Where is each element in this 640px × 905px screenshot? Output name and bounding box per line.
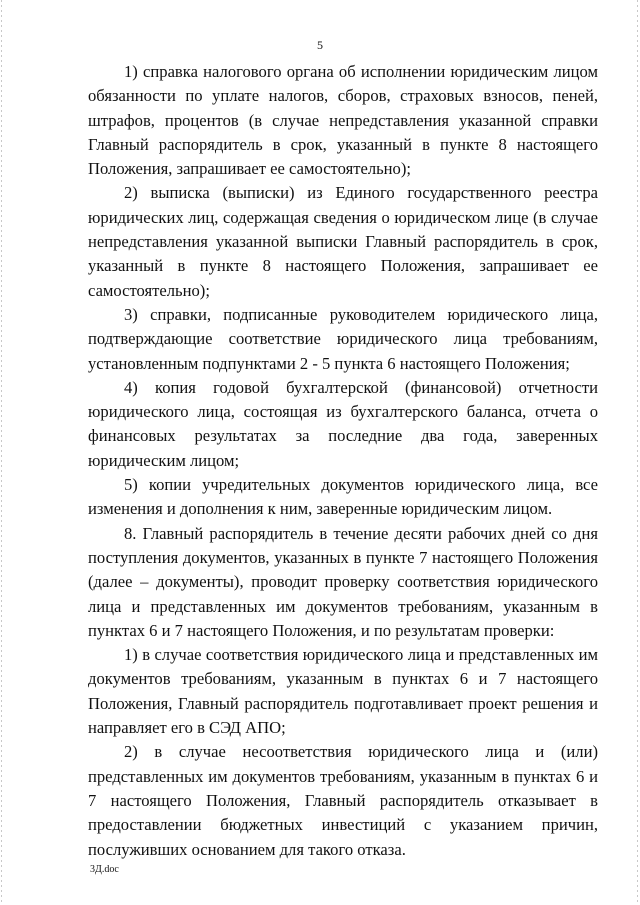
paragraph-item-3: 3) справки, подписанные руководителем юридического лица, подтверждающие соответствие юридического лица требованиям, установленным подпунктами 2 - 5 пункта 6 настоящего Положения;: [88, 304, 598, 373]
paragraph-clause-8: 8. Главный распорядитель в течение десяти рабочих дней со дня поступления документов, указанных в пункте 7 настоящего Положения (далее – документы), проводит проверку соответствия юридического лица и представленных им документов требованиям, указанным в пунктах 6 и 7 настоящего Положения, и по результатам проверки:: [88, 523, 598, 640]
page-number: 5: [317, 38, 323, 52]
paragraph-item-5: 5) копии учредительных документов юридического лица, все изменения и дополнения к ним, заверенные юридическим лицом.: [88, 475, 598, 519]
paragraph-item-2: 2) выписка (выписки) из Единого государственного реестра юридических лиц, содержащая сведения о юридическом лице (в случае непредставления указанной выписки Главный распорядитель в срок, указанный в пункте 8 настоящего Положения, запрашивает ее самостоятельно);: [88, 183, 598, 300]
scan-edge-right: [637, 0, 638, 905]
paragraph-clause-8-sub-2: 2) в случае несоответствия юридического лица и (или) представленных им документов требованиям, указанным в пунктах 6 и 7 настоящего Положения, Главный распорядитель отказывает в предоставлении бюджетных инвестиций с указанием причин, послуживших основанием для такого отказа.: [88, 742, 598, 859]
paragraph-item-1: 1) справка налогового органа об исполнении юридическим лицом обязанности по уплате налогов, сборов, страховых взносов, пеней, штрафов, процентов (в случае непредставления указанной справки Главный распорядитель в срок, указанный в пункте 8 настоящего Положения, запрашивает ее самостоятельно);: [88, 62, 598, 179]
scan-edge-left: [1, 0, 2, 905]
document-body: [88, 60, 598, 862]
footer-filename: 3Д.doc: [90, 864, 119, 875]
paragraph-item-4: 4) копия годовой бухгалтерской (финансовой) отчетности юридического лица, состоящая из бухгалтерского баланса, отчета о финансовых результатах за последние два года, заверенных юридическим лицом;: [88, 377, 598, 470]
paragraph-clause-8-sub-1: 1) в случае соответствия юридического лица и представленных им документов требованиям, указанным в пунктах 6 и 7 настоящего Положения, Главный распорядитель подготавливает проект решения и направляет его в СЭД АПО;: [88, 645, 598, 738]
